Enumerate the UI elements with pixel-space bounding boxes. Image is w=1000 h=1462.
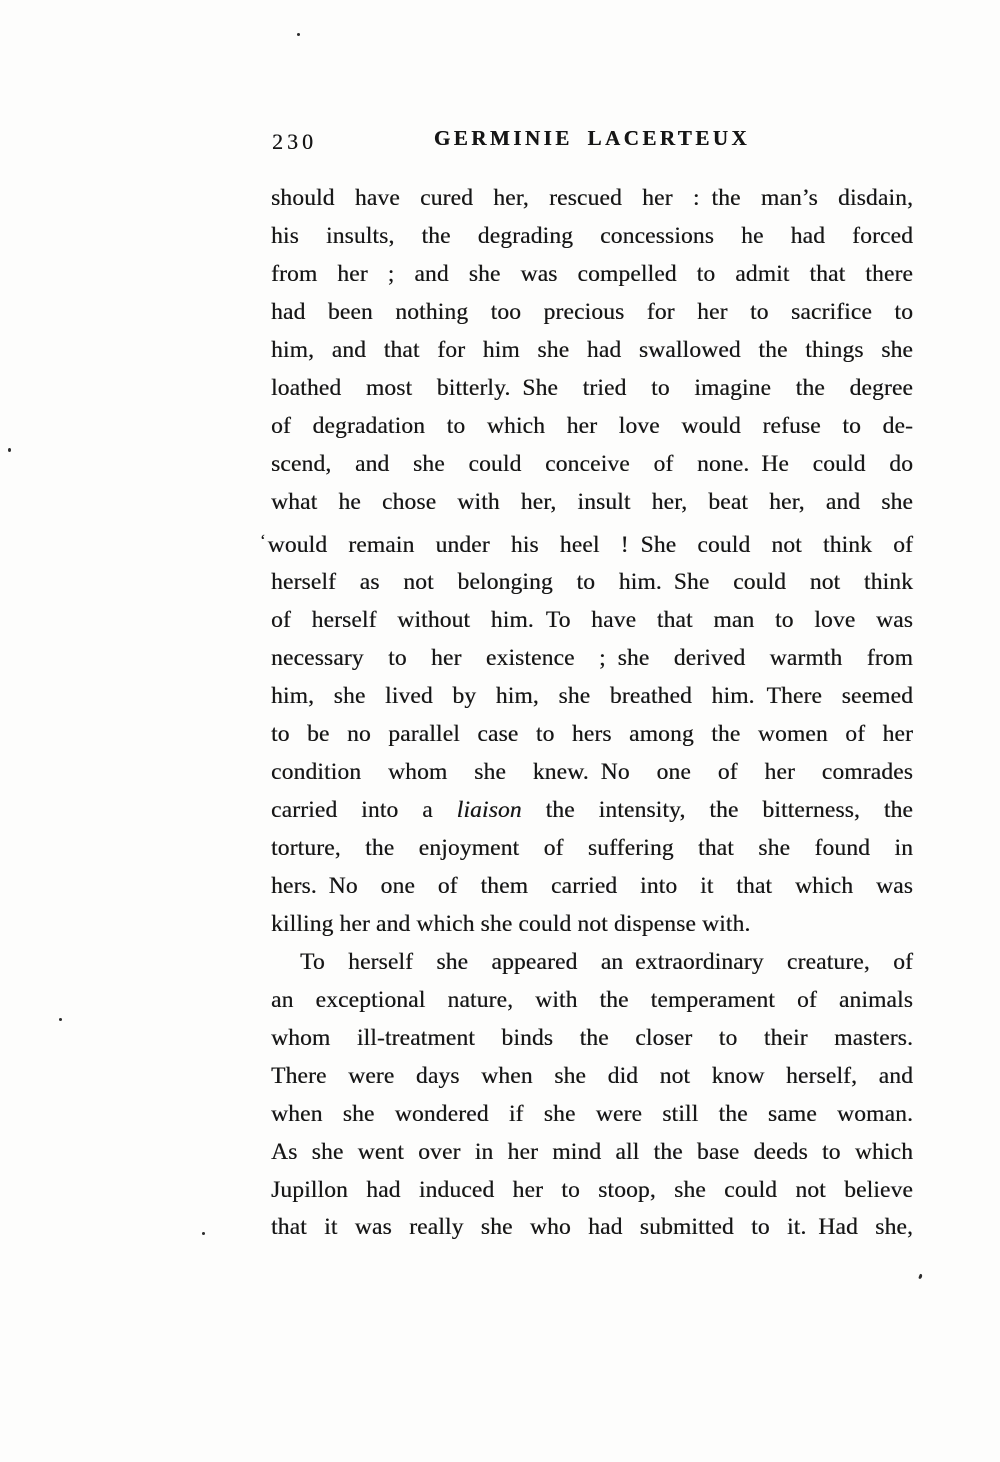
text-line [271,1020,913,1058]
text-segment: that it was really she who had submitted to it. Had she, [271,1214,913,1241]
text-segment: of degradation to which her love would refuse to de- [271,412,913,439]
text-line [271,716,913,754]
text-segment: killing her and which she could not dispense with. [271,910,751,937]
text-segment: what he chose with her, insult her, beat her, and she [271,488,913,515]
text-segment: the intensity, the bitterness, the [521,797,913,823]
text-line [271,1172,913,1210]
text-line [271,370,913,408]
text-line [271,754,913,792]
scan-speck [59,1018,62,1021]
text-line [271,792,913,830]
text-line [271,564,913,602]
text-line [271,830,913,868]
header-title: GERMINIE LACERTEUX [433,126,751,150]
text-line [271,332,913,370]
text-line [271,640,913,678]
text-segment: herself as not belonging to him. She could not think [271,569,913,596]
stray-quote-mark: ‘ [260,530,266,550]
text-line [271,256,913,294]
text-line [271,446,913,484]
scan-speck [918,1274,923,1280]
text-line [260,522,913,565]
text-line [271,1096,913,1134]
text-segment: to be no parallel case to hers among the women of her [271,721,913,748]
text-segment: would remain under his heel ! She could not think of [267,531,913,558]
text-segment: should have cured her, rescued her : the man’s disdain, [271,185,913,211]
scan-speck [8,448,11,452]
text-line [271,180,913,218]
text-line [271,868,913,906]
text-segment: his insults, the degrading concessions he had forced [271,222,913,249]
text-line [271,906,913,944]
text-segment: necessary to her existence ; she derived warmth from [271,645,913,672]
text-line [271,484,913,522]
text-segment: scend, and she could conceive of none. He could do [271,450,913,477]
text-segment: of herself without him. To have that man to love was [271,607,913,634]
text-segment: an exceptional nature, with the temperament of animals [271,986,913,1013]
text-segment: loathed most bitterly. She tried to imagine the degree [271,374,913,401]
text-segment: condition whom she knew. No one of her comrades [271,759,913,786]
text-segment: hers. No one of them carried into it that which was [271,872,913,899]
running-header [271,126,913,156]
text-segment: Jupillon had induced her to stoop, she could not believe [271,1176,913,1203]
text-segment: him, and that for him she had swallowed the things she [271,336,913,363]
body-text [260,180,913,1247]
text-segment: torture, the enjoyment of suffering that she found in [271,834,913,861]
italic-word: liaison [456,797,522,823]
text-segment: him, she lived by him, she breathed him. There seemed [271,683,913,710]
text-segment: As she went over in her mind all the base deeds to which [271,1138,913,1165]
scan-speck [297,33,300,36]
text-segment: There were days when she did not know herself, and [271,1062,913,1089]
text-line [271,982,913,1020]
text-segment: when she wondered if she were still the same woman. [271,1100,913,1127]
scan-speck [202,1232,205,1235]
text-line [271,1058,913,1096]
text-segment: To herself she appeared an extraordinary creature, of [300,948,913,975]
text-segment: carried into a [271,797,457,823]
text-line [271,1134,913,1172]
text-line [271,944,913,982]
text-line [271,294,913,332]
text-line [271,1209,913,1247]
text-segment: whom ill-treatment binds the closer to their masters. [271,1024,913,1051]
page-number: 230 [272,129,317,154]
text-segment: had been nothing too precious for her to sacrifice to [271,298,913,325]
text-line [271,218,913,256]
text-line [271,602,913,640]
text-line [271,678,913,716]
text-segment: from her ; and she was compelled to admit that there [271,260,913,287]
text-line [271,408,913,446]
